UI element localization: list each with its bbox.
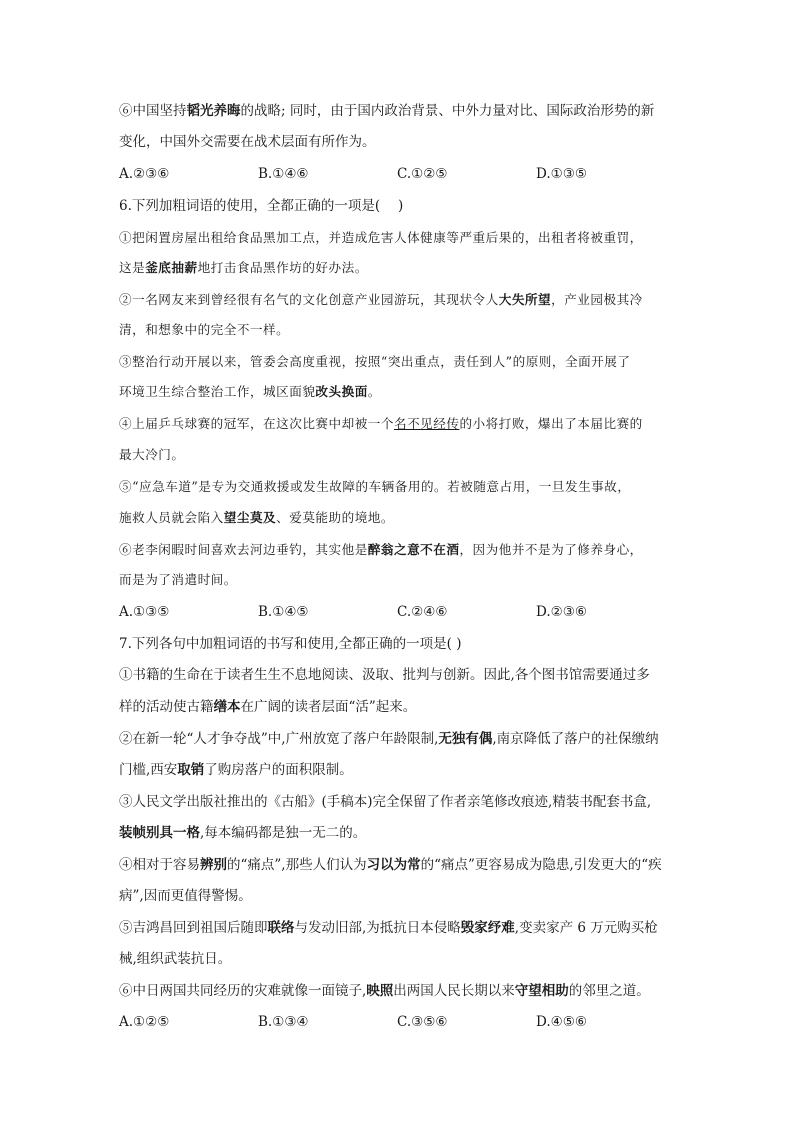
bold-term: 取销: [177, 762, 205, 778]
q7-option-c: C.③⑤⑥: [397, 1014, 448, 1030]
q7-item-1-line-2: [119, 697, 416, 717]
q6-item-4-line-1: [119, 414, 643, 434]
text: ⑤吉鸿昌回到祖国后随即: [119, 920, 268, 936]
q5-item-6-line-2: 变化，中国外交需要在战术层面有所作为。: [119, 134, 376, 150]
bold-term: 装帧别具一格: [119, 825, 200, 841]
bold-term: 改头换面: [315, 384, 368, 399]
text: 施救人员就会陷入: [119, 510, 224, 525]
q7-item-5-line-1: [119, 918, 658, 938]
text: 这是: [119, 260, 146, 275]
bold-term: 映照: [366, 983, 394, 999]
q6-item-5-line-1: ⑤“应急车道”是专为交通救援或发生故障的车辆备用的。若被随意占用，一旦发生事故，: [119, 479, 631, 494]
text: ④上届乒乓球赛的冠军，在这次比赛中却被一个: [119, 416, 394, 431]
text: ②在新一轮“人才争夺战”中,广州放宽了落户年龄限制,: [119, 731, 439, 747]
bold-term: 辨别: [200, 857, 227, 873]
text: 的“痛点”,那些人们认为: [227, 857, 367, 873]
bold-term: 联络: [267, 920, 295, 936]
q6-item-5-line-2: [119, 508, 394, 528]
text: ⑥中国坚持: [119, 103, 187, 119]
text: 、爱莫能助的境地。: [276, 510, 394, 525]
text: 的邻里之道。: [568, 983, 650, 999]
text: ,南京降低了落户的社保缴纳: [492, 731, 659, 747]
q6-item-2-line-2: 清，和想象中的完全不一样。: [119, 322, 290, 337]
q7-item-6-line-1: [119, 981, 650, 1001]
text: ②一名网友来到曾经很有名气的文化创意产业园游玩，其现状令人: [119, 292, 499, 307]
q6-item-6-line-1: [119, 540, 643, 560]
q7-item-4-line-1: [119, 855, 662, 875]
bold-term: 韬光养晦: [186, 103, 241, 119]
bold-term: 釜底抽薪: [145, 260, 198, 275]
q6-item-2-line-1: [119, 290, 643, 310]
q6-option-c: C.②④⑥: [397, 604, 448, 620]
q7-item-2-line-1: [119, 729, 659, 749]
q5-option-a: A.②③⑥: [119, 166, 170, 182]
q7-item-2-line-2: [119, 760, 353, 780]
q6-item-1-line-2: [119, 258, 368, 278]
text: 与发动旧部,为抵抗日本侵略: [294, 920, 461, 936]
q6-stem: 6.下列加粗词语的使用，全都正确的一项是( ): [119, 198, 404, 214]
q6-option-b: B.①④⑤: [258, 604, 309, 620]
text: 在广阔的读者层面“活”起来。: [240, 699, 417, 715]
bold-term: 醉翁之意不在酒: [367, 542, 460, 557]
text: ，因为他并不是为了修养身心，: [459, 542, 643, 557]
q5-option-d: D.①③⑤: [536, 166, 587, 182]
text: 出两国人民长期以来: [393, 983, 515, 999]
text: ④相对于容易: [119, 857, 200, 873]
text: 门槛,西安: [119, 762, 178, 778]
q7-option-d: D.④⑤⑥: [536, 1014, 587, 1030]
text: 地打击食品黑作坊的好办法。: [197, 260, 368, 275]
q7-item-1-line-1: ①书籍的生命在于读者生生不息地阅读、汲取、批判与创新。因此,各个图书馆需要通过多: [119, 667, 650, 683]
bold-term: 毁家纾难: [460, 920, 515, 936]
q5-option-c: C.①②⑤: [397, 166, 448, 182]
text: ，产业园极其冷: [551, 292, 643, 307]
bold-term: 守望相助: [514, 983, 569, 999]
q5-item-6-line-1: [119, 101, 654, 121]
text: 的“痛点”更容易成为隐患,引发更大的“疾: [420, 857, 662, 873]
text: 。: [367, 384, 381, 399]
q5-option-b: B.①④⑥: [258, 166, 309, 182]
q7-option-a: A.①②⑤: [119, 1014, 170, 1030]
text: 环境卫生综合整治工作，城区面貌: [119, 384, 316, 399]
q7-item-3-line-2: [119, 823, 366, 843]
text: 样的活动使古籍: [119, 699, 214, 715]
bold-term: 大失所望: [498, 292, 552, 307]
text: 的小将打败，爆出了本届比赛的: [459, 416, 643, 431]
q7-item-5-line-2: 械,组织武装抗日。: [119, 951, 232, 967]
q6-option-a: A.①③⑤: [119, 604, 170, 620]
q7-item-4-line-2: 病”,因而更值得警惕。: [119, 888, 252, 904]
q7-item-3-line-1: ③人民文学出版社推出的《古船》(手稿本)完全保留了作者亲笔修改痕迹,精装书配套书盒,: [119, 794, 652, 810]
q6-item-4-line-2: 最大冷门。: [119, 447, 185, 462]
q6-option-d: D.②③⑥: [536, 604, 587, 620]
q6-item-1-line-1: ①把闲置房屋出租给食品黑加工点，并造成危害人体健康等严重后果的，出租者将被重罚，: [119, 230, 643, 245]
text: ⑥中日两国共同经历的灾难就像一面镜子,: [119, 983, 367, 999]
q7-stem: 7.下列各句中加粗词语的书写和使用,全都正确的一项是( ): [119, 636, 462, 652]
q6-item-6-line-2: 而是为了消遣时间。: [119, 572, 237, 587]
q7-option-b: B.①③④: [258, 1014, 309, 1030]
bold-term: 习以为常: [366, 857, 421, 873]
bold-term: 无独有偶: [438, 731, 493, 747]
text: ⑥老李闲暇时间喜欢去河边垂钓，其实他是: [119, 542, 368, 557]
underlined-term: 名不见经传: [393, 416, 460, 431]
bold-term: 缮本: [213, 699, 241, 715]
q6-item-3-line-2: [119, 382, 381, 402]
q6-item-3-line-1: ③整治行动开展以来，管委会高度重视，按照“突出重点，责任到人”的原则，全面开展了: [119, 354, 631, 369]
text: 的战略; 同时，由于国内政治背景、中外力量对比、国际政治形势的新: [240, 103, 655, 119]
bold-term: 望尘莫及: [223, 510, 277, 525]
text: ,变卖家产 6 万元购买枪: [514, 920, 658, 936]
text: 了购房落户的面积限制。: [204, 762, 353, 778]
text: ,每本编码都是独一无二的。: [200, 825, 367, 841]
